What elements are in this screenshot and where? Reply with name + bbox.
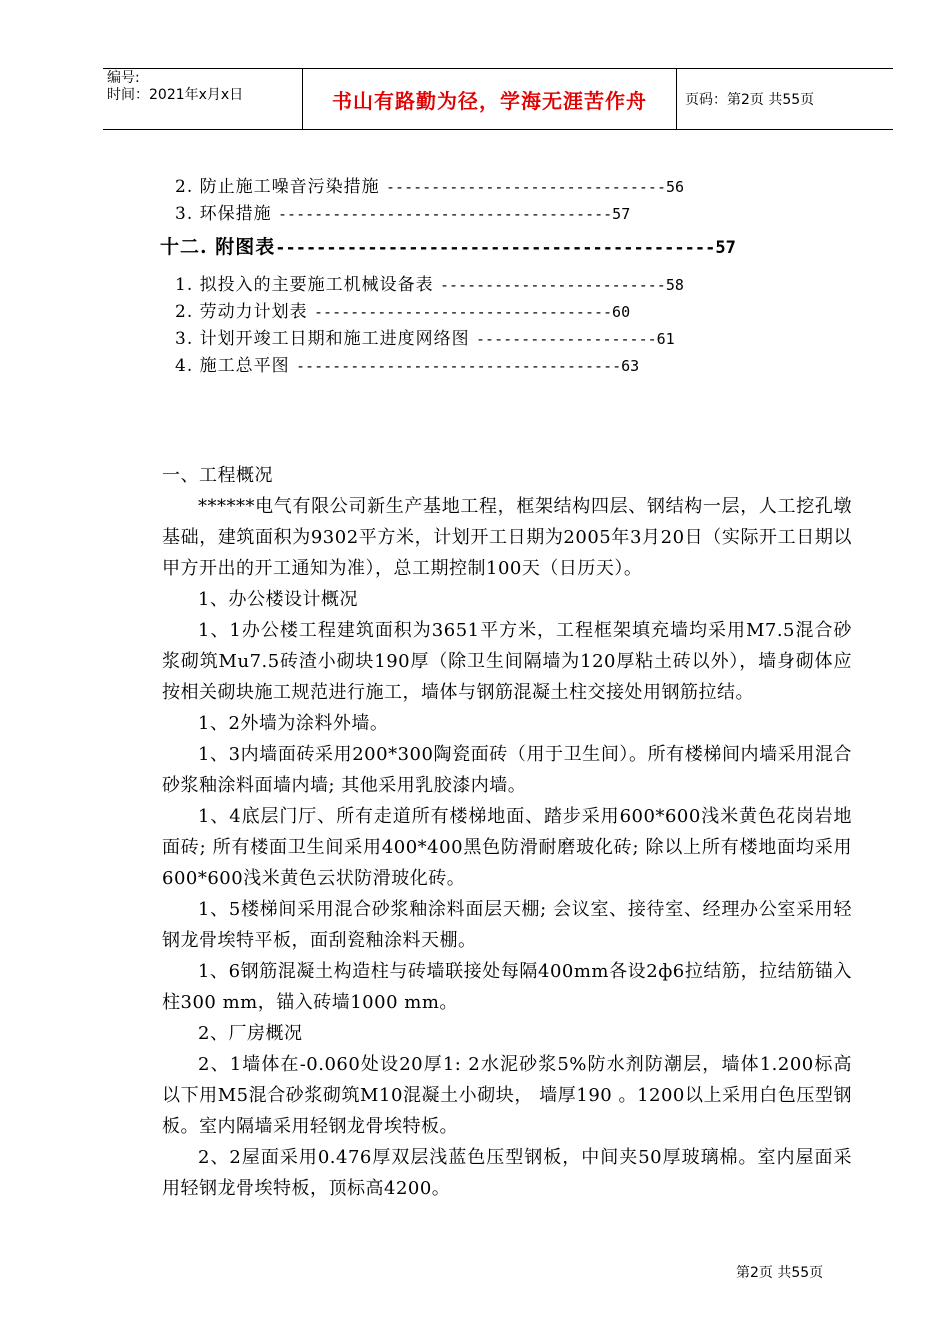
toc-entry-page: 60 [612,303,631,321]
paragraph: 2、1墙体在-0.060处设20厚1: 2水泥砂浆5%防水剂防潮层，墙体1.200标高以下用M5混合砂浆砌筑M10混凝土小砌块， 墙厚190 。1200以上采用白色压型钢板。室内隔墙采用轻钢龙骨埃特板。 [162,1054,852,1137]
toc-entry-page: 56 [666,178,685,196]
page-footer [736,1262,823,1282]
section-title: 一、工程概况 [162,465,273,486]
paragraph: 1、6钢筋混凝土构造柱与砖墙联接处每隔400mm各设2ф6拉结筋，拉结筋锚入柱300 mm，锚入砖墙1000 mm。 [162,961,852,1013]
page-header [103,68,893,130]
toc-entry-leader: ------------------------------- [386,178,666,196]
toc-entry [175,351,639,376]
footer-page-number: 第2页 共55页 [736,1265,824,1281]
toc-entry-label: 3. 计划开竣工日期和施工进度网络图 [175,329,470,349]
toc-entry-page: 63 [621,357,640,375]
toc-entry-page: 57 [612,205,631,223]
header-meta [103,69,303,129]
toc-entry [175,199,630,224]
header-page-label: 页码：第2页 共55页 [685,92,815,108]
toc-entry-leader: --------------------------------- [314,303,613,321]
toc-entry-label: 十二. 附图表 [160,236,276,258]
toc-entry-label: 3. 环保措施 [175,204,272,224]
toc-entry-leader: ------------------------------------ [296,357,622,375]
number-label: 编号: [107,70,140,86]
toc-entry [175,297,630,322]
toc-entry-leader: ------------------------- [440,276,666,294]
paragraph: 1、5楼梯间采用混合砂浆釉涂料面层天棚; 会议室、接待室、经理办公室采用轻钢龙骨埃特平板，面刮瓷釉涂料天棚。 [162,899,852,951]
header-motto-cell [303,69,677,129]
paragraph: 1、2外墙为涂料外墙。 [198,713,389,734]
toc-entry [175,172,684,197]
document-body [162,460,852,1204]
toc-entry-leader: ------------------------------------- [278,205,613,223]
toc-entry-label: 1. 拟投入的主要施工机械设备表 [175,275,434,295]
subsection-title: 2、厂房概况 [198,1023,303,1044]
subsection-title: 1、办公楼设计概况 [198,589,358,610]
paragraph: 1、4底层门厅、所有走道所有楼梯地面、踏步采用600*600浅米黄色花岗岩地面砖; 所有楼面卫生间采用400*400黑色防滑耐磨玻化砖; 除以上所有楼地面均采用600*600浅米黄色云状防滑玻化砖。 [162,806,852,889]
paragraph: 1、1办公楼工程建筑面积为3651平方米，工程框架填充墙均采用M7.5混合砂浆砌筑Mu7.5砖渣小砌块190厚（除卫生间隔墙为120厚粘土砖以外），墙身砌体应按相关砌块施工规范进行施工，墙体与钢筋混凝土柱交接处用钢筋拉结。 [162,620,852,703]
toc-entry-page: 61 [656,330,675,348]
toc-entry [175,324,675,349]
paragraph: ******电气有限公司新生产基地工程，框架结构四层、钢结构一层，人工挖孔墩基础，建筑面积为9302平方米，计划开工日期为2005年3月20日（实际开工日期以甲方开出的开工通知为准），总工期控制100天（日历天）。 [162,496,852,579]
toc-entry-page: 58 [665,276,684,294]
toc-entry-leader: -------------------- [476,330,657,348]
time-label: 时间：2021年x月x日 [107,87,244,103]
toc-entry-page: 57 [715,238,736,258]
toc-section-entry [160,232,736,259]
header-motto: 书山有路勤为径，学海无涯苦作舟 [332,88,647,113]
toc-entry-label: 2. 劳动力计划表 [175,302,308,322]
toc-entry-leader: ------------------------------------------- [275,238,716,258]
toc-entry [175,270,684,295]
paragraph: 2、2屋面采用0.476厚双层浅蓝色压型钢板，中间夹50厚玻璃棉。室内屋面采用轻钢龙骨埃特板，顶标高4200。 [162,1147,852,1199]
toc-entry-label: 4. 施工总平图 [175,356,290,376]
toc-entry-label: 2. 防止施工噪音污染措施 [175,177,380,197]
header-page-cell [677,69,893,129]
paragraph: 1、3内墙面砖采用200*300陶瓷面砖（用于卫生间）。所有楼梯间内墙采用混合砂浆釉涂料面墙内墙; 其他采用乳胶漆内墙。 [162,744,852,796]
